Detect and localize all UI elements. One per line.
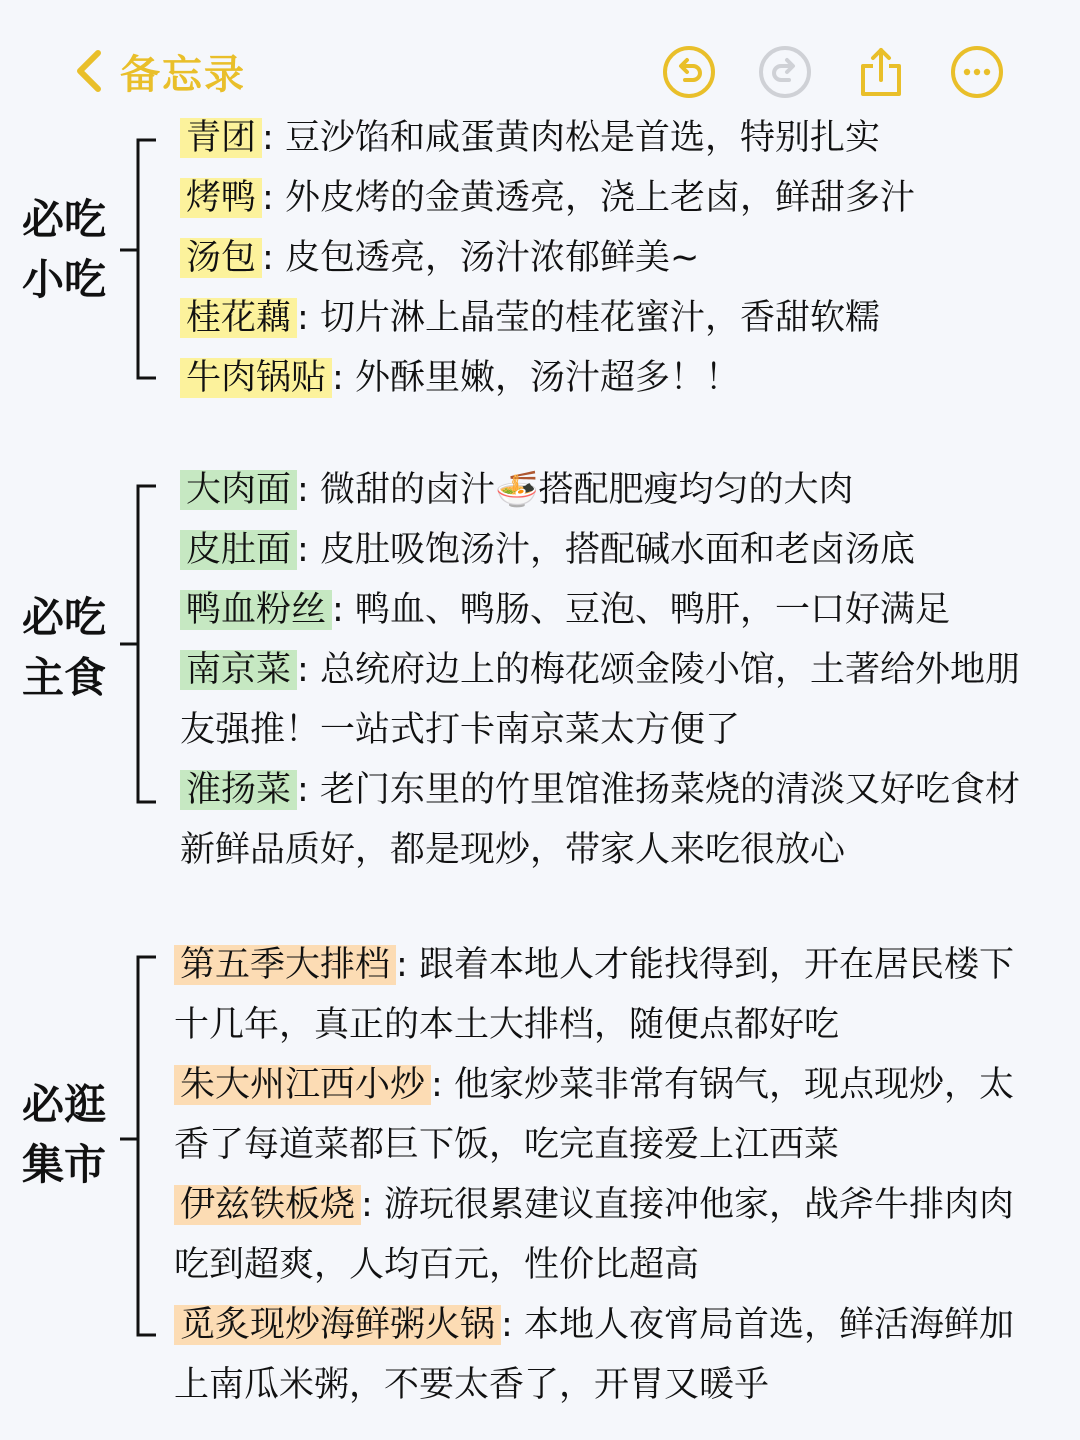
section-label (22, 588, 118, 708)
item-text: 总统府边上的梅花颂金陵小馆，土著给外地朋友强推！一站式打卡南京菜太方便了 (180, 650, 1020, 750)
list-item: 大肉面 : 微甜的卤汁🍜搭配肥瘦均匀的大肉 (180, 460, 1040, 520)
item-text: 微甜的卤汁🍜搭配肥瘦均匀的大肉 (319, 470, 854, 510)
item-list (180, 460, 1040, 880)
item-name: 鸭血粉丝 (180, 590, 332, 630)
list-item: 牛肉锅贴 : 外酥里嫩，汤汁超多！！ (180, 348, 1040, 408)
back-label: 备忘录 (120, 51, 246, 98)
item-name: 大肉面 (180, 470, 297, 510)
item-list (174, 935, 1034, 1415)
item-text: 外皮烤的金黄透亮，浇上老卤，鲜甜多汁 (284, 178, 915, 218)
section-label-line2: 小吃 (22, 255, 107, 304)
section-label-line1: 必逛 (22, 1080, 107, 1129)
list-item: 汤包 : 皮包透亮，汤汁浓郁鲜美~ (180, 228, 1040, 288)
list-item: 南京菜 : 总统府边上的梅花颂金陵小馆，土著给外地朋友强推！一站式打卡南京菜太方便了 (180, 650, 1020, 750)
item-text: 跟着本地人才能找得到，开在居民楼下十几年，真正的本土大排档，随便点都好吃 (174, 945, 1014, 1045)
section-must-eat-staples (0, 458, 1080, 878)
list-item: 青团 : 豆沙馅和咸蛋黄肉松是首选，特别扎实 (180, 108, 1040, 168)
list-item: 觅炙现炒海鲜粥火锅 : 本地人夜宵局首选，鲜活海鲜加上南瓜米粥，不要太香了，开胃又暖乎 (174, 1305, 1014, 1405)
item-name: 淮扬菜 (180, 770, 297, 810)
section-label (22, 190, 118, 310)
item-name: 朱大州江西小炒 (174, 1065, 431, 1105)
back-button[interactable] (72, 44, 246, 98)
list-item: 伊兹铁板烧 : 游玩很累建议直接冲他家，战斧牛排肉肉吃到超爽，人均百元，性价比超高 (174, 1185, 1014, 1285)
item-name: 觅炙现炒海鲜粥火锅 (174, 1305, 501, 1345)
item-text: 皮肚吸饱汤汁，搭配碱水面和老卤汤底 (319, 530, 915, 570)
redo-icon (757, 44, 813, 100)
list-item: 朱大州江西小炒 : 他家炒菜非常有锅气，现点现炒，太香了每道菜都巨下饭，吃完直接爱上江西菜 (174, 1065, 1014, 1165)
item-text: 切片淋上晶莹的桂花蜜汁，香甜软糯 (319, 298, 880, 338)
section-must-eat-snacks (0, 108, 1080, 408)
more-icon (949, 44, 1005, 100)
undo-icon (661, 44, 717, 100)
item-name: 烤鸭 (180, 178, 262, 218)
bracket-divider (118, 484, 158, 804)
item-text: 他家炒菜非常有锅气，现点现炒，太香了每道菜都巨下饭，吃完直接爱上江西菜 (174, 1065, 1014, 1165)
bracket-divider (118, 955, 158, 1337)
notes-toolbar (0, 0, 1080, 118)
undo-button[interactable] (661, 44, 717, 100)
item-name: 牛肉锅贴 (180, 358, 332, 398)
item-name: 伊兹铁板烧 (174, 1185, 361, 1225)
list-item: 烤鸭 : 外皮烤的金黄透亮，浇上老卤，鲜甜多汁 (180, 168, 1040, 228)
section-label-line2: 集市 (22, 1140, 107, 1189)
chevron-left-icon (72, 47, 106, 95)
list-item: 桂花藕 : 切片淋上晶莹的桂花蜜汁，香甜软糯 (180, 288, 1040, 348)
more-options-button[interactable] (949, 44, 1005, 100)
section-label-line2: 主食 (22, 653, 107, 702)
item-name: 青团 (180, 118, 262, 158)
item-list (180, 108, 1040, 408)
item-name: 桂花藕 (180, 298, 297, 338)
redo-button[interactable] (757, 44, 813, 100)
item-name: 第五季大排档 (174, 945, 396, 985)
list-item: 皮肚面 : 皮肚吸饱汤汁，搭配碱水面和老卤汤底 (180, 520, 1040, 580)
section-must-visit-markets (0, 933, 1080, 1413)
item-text: 本地人夜宵局首选，鲜活海鲜加上南瓜米粥，不要太香了，开胃又暖乎 (174, 1305, 1014, 1405)
share-button[interactable] (853, 44, 909, 100)
item-text: 豆沙馅和咸蛋黄肉松是首选，特别扎实 (284, 118, 880, 158)
section-label-line1: 必吃 (22, 195, 107, 244)
section-label-line1: 必吃 (22, 593, 107, 642)
item-text: 游玩很累建议直接冲他家，战斧牛排肉肉吃到超爽，人均百元，性价比超高 (174, 1185, 1014, 1285)
list-item: 第五季大排档 : 跟着本地人才能找得到，开在居民楼下十几年，真正的本土大排档，随便点都好吃 (174, 945, 1014, 1045)
share-icon (853, 44, 909, 100)
list-item: 鸭血粉丝 : 鸭血、鸭肠、豆泡、鸭肝，一口好满足 (180, 580, 1040, 640)
item-name: 汤包 (180, 238, 262, 278)
item-name: 南京菜 (180, 650, 297, 690)
item-text: 鸭血、鸭肠、豆泡、鸭肝，一口好满足 (354, 590, 950, 630)
item-text: 老门东里的竹里馆淮扬菜烧的清淡又好吃食材新鲜品质好，都是现炒，带家人来吃很放心 (180, 770, 1020, 870)
item-text: 皮包透亮，汤汁浓郁鲜美~ (284, 238, 700, 278)
item-text: 外酥里嫩，汤汁超多！！ (354, 358, 740, 398)
list-item: 淮扬菜 : 老门东里的竹里馆淮扬菜烧的清淡又好吃食材新鲜品质好，都是现炒，带家人来吃很放心 (180, 770, 1020, 870)
bracket-divider (118, 138, 158, 380)
item-name: 皮肚面 (180, 530, 297, 570)
section-label (22, 1075, 118, 1195)
